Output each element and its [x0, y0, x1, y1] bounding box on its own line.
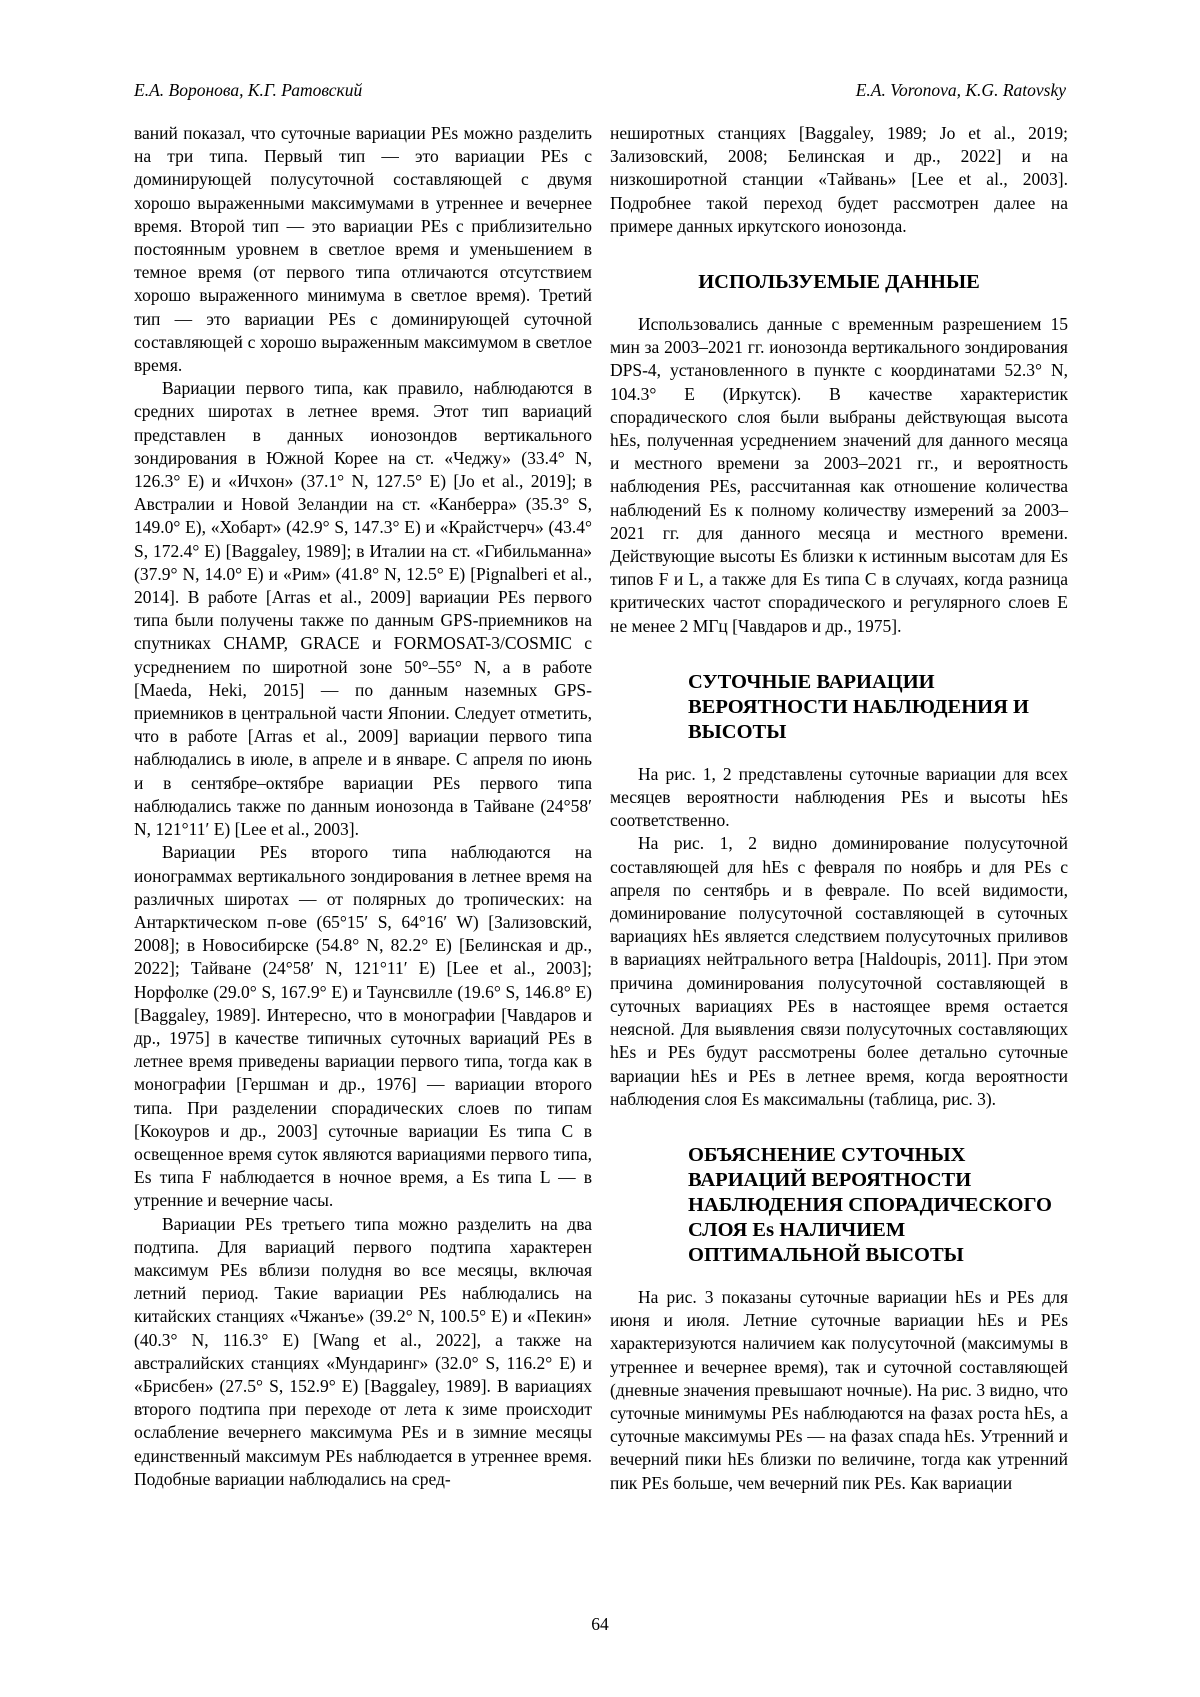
- section-heading-diurnal-variations: СУТОЧНЫЕ ВАРИАЦИИ ВЕРОЯТНОСТИ НАБЛЮДЕНИЯ И ВЫСОТЫ: [688, 670, 1029, 743]
- paragraph: На рис. 1, 2 видно доминирование полусуточной составляющей для hEs с февраля по ноябрь и для PEs с апреля по сентябрь и в феврале. По всей видимости, доминирование полусуточной составляющей в суточных вариациях hEs является следствием полусуточных приливов в вариациях нейтрального ветра [Haldoupis, 2011]. При этом причина доминирования полусуточной составляющей в суточных вариациях PEs в настоящее время остается неясной. Для выявления связи полусуточных составляющих hEs и PEs будут рассмотрены более детально суточные вариации hEs и PEs в летнее время, когда вероятности наблюдения слоя Es максимальны (таблица, рис. 3).: [610, 833, 1068, 1109]
- paragraph: ваний показал, что суточные вариации PEs можно разделить на три типа. Первый тип — это вариации PEs с доминирующей полусуточной составляющей с двумя хорошо выраженными максимумами в утреннее и вечернее время. Второй тип — это вариации PEs с приблизительно постоянным уровнем в светлое время и уменьшением в темное время (от первого типа отличаются отсутствием хорошо выраженного минимума в светлое время). Третий тип — это вариации PEs с доминирующей суточной составляющей с хорошо выраженным максимумом в светлое время.: [134, 123, 592, 376]
- right-column: [610, 122, 1068, 1495]
- paragraph: Использовались данные с временным разрешением 15 мин за 2003–2021 гг. ионозонда вертикального зондирования DPS-4, установленного в пункте с координатами 52.3° N, 104.3° E (Иркутск). В качестве характеристик спорадического слоя были выбраны действующая высота hEs, полученная усреднением значений для данного месяца и местного времени за 2003–2021 гг., и вероятность наблюдения PEs, рассчитанная как отношение количества наблюдений Es к полному количеству измерений за 2003–2021 гг. для данного месяца и местного времени. Действующие высоты Es близки к истинным высотам для Es типов F и L, а также для Es типа C в случаях, когда разница критических частот спорадического и регулярного слоев E не менее 2 МГц [Чавдаров и др., 1975].: [610, 314, 1068, 636]
- paragraph: Вариации PEs второго типа наблюдаются на ионограммах вертикального зондирования в летнее время на различных широтах — от полярных до тропических: на Антарктическом п-ове (65°15′ S, 64°16′ W) [Зализовский, 2008]; в Новосибирске (54.8° N, 82.2° E) [Белинская и др., 2022]; Тайване (24°58′ N, 121°11′ E) [Lee et al., 2003]; Норфолке (29.0° S, 167.9° E) и Таунсвилле (19.6° S, 146.8° E) [Baggaley, 1989]. Интересно, что в монографии [Чавдаров и др., 1975] в качестве типичных суточных вариаций PEs в летнее время приведены вариации первого типа, тогда как в монографии [Гершман и др., 1976] — вариации второго типа. При разделении спорадических слоев по типам [Кокоуров и др., 2003] суточные вариации Es типа C в освещенное время суток являются вариациями первого типа, Es типа F наблюдается в ночное время, а Es типа L — в утренние и вечерние часы.: [134, 842, 592, 1211]
- paragraph: неширотных станциях [Baggaley, 1989; Jo et al., 2019; Зализовский, 2008; Белинская и др., 2022] и на низкоширотной станции «Тайвань» [Lee et al., 2003]. Подробнее такой переход будет рассмотрен далее на примере данных иркутского ионозонда.: [610, 123, 1068, 236]
- running-header-authors-ru: Е.А. Воронова, К.Г. Ратовский: [134, 80, 363, 100]
- left-column: [134, 122, 592, 1491]
- paragraph: Вариации первого типа, как правило, наблюдаются в средних широтах в летнее время. Этот тип вариаций представлен в данных ионозондов вертикального зондирования в Южной Корее на ст. «Чеджу» (33.4° N, 126.3° E) и «Ичхон» (37.1° N, 127.5° E) [Jo et al., 2019]; в Австралии и Новой Зеландии на ст. «Канберра» (35.3° S, 149.0° E), «Хобарт» (42.9° S, 147.3° E) и «Крайстчерч» (43.4° S, 172.4° E) [Baggaley, 1989]; в Италии на ст. «Гибильманна» (37.9° N, 14.0° E) и «Рим» (41.8° N, 12.5° E) [Pignalberi et al., 2014]. В работе [Arras et al., 2009] вариации PEs первого типа были получены также по данным GPS-приемников на спутниках CHAMP, GRACE и FORMOSAT-3/COSMIC с усреднением по широтной зоне 50°–55° N, а в работе [Maeda, Heki, 2015] — по данным наземных GPS-приемников в центральной части Японии. Следует отметить, что в работе [Arras et al., 2009] вариации первого типа наблюдались в июле, в апреле и в январе. С апреля по июнь и в сентябре–октябре вариации PEs первого типа наблюдались также по данным ионозонда в Тайване (24°58′ N, 121°11′ E) [Lee et al., 2003].: [134, 378, 592, 840]
- running-header-authors-en: E.A. Voronova, K.G. Ratovsky: [855, 80, 1066, 100]
- section-heading-explanation: ОБЪЯСНЕНИЕ СУТОЧНЫХ ВАРИАЦИЙ ВЕРОЯТНОСТИ НАБЛЮДЕНИЯ СПОРАДИЧЕСКОГО СЛОЯ Es НАЛИЧИЕМ ОПТИМАЛЬНОЙ ВЫСОТЫ: [688, 1143, 1052, 1266]
- section-heading-data: ИСПОЛЬЗУЕМЫЕ ДАННЫЕ: [698, 271, 980, 294]
- paragraph: На рис. 3 показаны суточные вариации hEs и PEs для июня и июля. Летние суточные вариации hEs и PEs характеризуются наличием как полусуточной (максимумы в утреннее и вечернее время), так и суточной составляющей (дневные значения превышают ночные). На рис. 3 видно, что суточные минимумы PEs наблюдаются на фазах роста hEs, а суточные максимумы PEs — на фазах спада hEs. Утренний и вечерний пики hEs близки по величине, тогда как утренний пик PEs больше, чем вечерний пик PEs. Как вариации: [610, 1286, 1068, 1493]
- page-number: 64: [591, 1614, 609, 1634]
- paragraph: На рис. 1, 2 представлены суточные вариации для всех месяцев вероятности наблюдения PEs и высоты hEs соответственно.: [610, 763, 1068, 831]
- paragraph: Вариации PEs третьего типа можно разделить на два подтипа. Для вариаций первого подтипа характерен максимум PEs вблизи полудня во все месяцы, включая летний период. Такие вариации PEs наблюдались на китайских станциях «Чжанъе» (39.2° N, 100.5° E) и «Пекин» (40.3° N, 116.3° E) [Wang et al., 2022], а также на австралийских станциях «Мундаринг» (32.0° S, 116.2° E) и «Брисбен» (27.5° S, 152.9° E) [Baggaley, 1989]. В вариациях второго подтипа при переходе от лета к зиме происходит ослабление вечернего максимума PEs и в зимние месяцы единственный максимум PEs наблюдается в утреннее время. Подобные вариации наблюдались на сред-: [134, 1213, 592, 1489]
